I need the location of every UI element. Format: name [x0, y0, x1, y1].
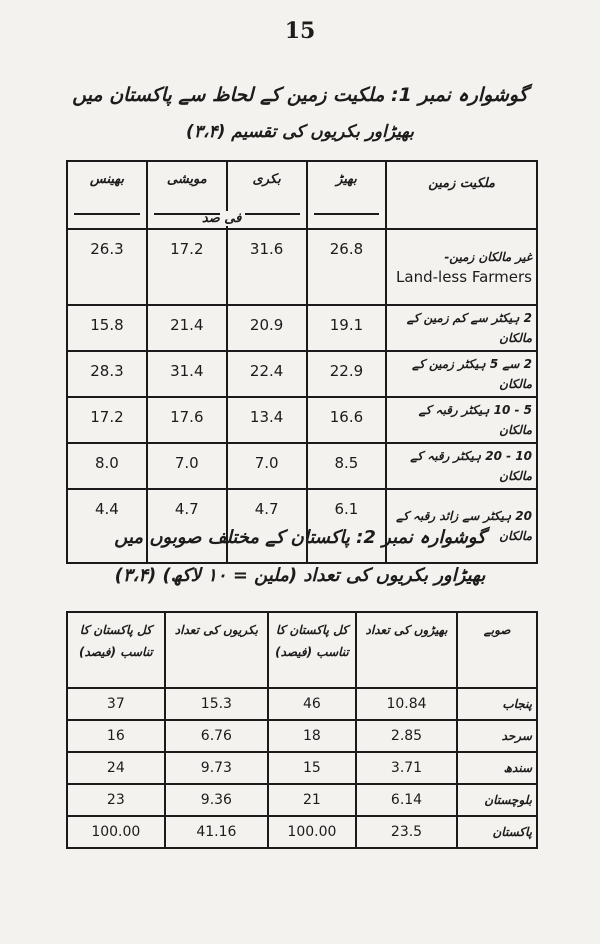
cell-sheep: 16.6 [307, 397, 387, 443]
cell-buffalo: 8.0 [67, 443, 147, 489]
cell-goats: 13.4 [227, 397, 307, 443]
cell-province: سرحد [457, 720, 537, 752]
header-sheep-share: کل پاکستان کا تناسب (فیصد) [268, 612, 356, 688]
unit-label: فی صد [198, 211, 245, 226]
row-label: 2 سے 5 ہیکٹر زمین کے مالکان [386, 351, 537, 397]
cell-goat-pct: 24 [67, 752, 165, 784]
table2-caption-line2: بھیڑاور بکریوں کی تعداد (ملین = ۱۰ لاکھ) (۳،۴) [114, 565, 486, 586]
table2-header-row [67, 612, 537, 688]
table-row [67, 229, 537, 305]
header-cattle: مویشی [147, 161, 227, 229]
cell-goat-count: 9.36 [165, 784, 268, 816]
table-row [67, 784, 537, 816]
header-buffalo: بھینس [67, 161, 147, 229]
cell-goats: 22.4 [227, 351, 307, 397]
row-label: 2 ہیکٹر سے کم زمین کے مالکان [386, 305, 537, 351]
province-livestock-table [66, 611, 538, 849]
header-goat-count: بکریوں کی تعداد [165, 612, 268, 688]
header-sheep-count: بھیڑوں کی تعداد [356, 612, 457, 688]
cell-buffalo: 26.3 [67, 229, 147, 305]
cell-goat-pct: 37 [67, 688, 165, 720]
cell-goat-count: 9.73 [165, 752, 268, 784]
cell-cattle: 17.6 [147, 397, 227, 443]
header-goat-share: کل پاکستان کا تناسب (فیصد) [67, 612, 165, 688]
cell-goat-count: 6.76 [165, 720, 268, 752]
cell-sheep-count: 23.5 [356, 816, 457, 848]
cell-province: پاکستان [457, 816, 537, 848]
cell-sheep: 19.1 [307, 305, 387, 351]
cell-goat-count: 15.3 [165, 688, 268, 720]
table-row [67, 305, 537, 351]
table1-header-row [67, 161, 537, 229]
cell-goats: 7.0 [227, 443, 307, 489]
table-row [67, 688, 537, 720]
table-row [67, 397, 537, 443]
cell-buffalo: 17.2 [67, 397, 147, 443]
cell-sheep: 6.1 [307, 489, 387, 563]
cell-goats: 31.6 [227, 229, 307, 305]
table-row [67, 489, 537, 563]
header-goats: بکری فی صد [227, 161, 307, 229]
row-label: 10 - 20 ہیکٹر رقبہ کے مالکان [386, 443, 537, 489]
cell-cattle: 31.4 [147, 351, 227, 397]
cell-buffalo: 28.3 [67, 351, 147, 397]
cell-sheep-pct: 15 [268, 752, 356, 784]
cell-province: پنجاب [457, 688, 537, 720]
row-label-en: Land-less Farmers [396, 268, 532, 286]
row-label: غیر مالکان زمین- Land-less Farmers [386, 229, 537, 305]
page-number: 15 [284, 18, 316, 44]
table-row-total [67, 816, 537, 848]
header-ownership: ملکیت زمین [386, 161, 537, 229]
cell-sheep: 26.8 [307, 229, 387, 305]
row-label: 5 - 10 ہیکٹر رقبہ کے مالکان [386, 397, 537, 443]
header-province: صوبے [457, 612, 537, 688]
cell-buffalo: 15.8 [67, 305, 147, 351]
cell-goat-pct: 16 [67, 720, 165, 752]
cell-cattle: 17.2 [147, 229, 227, 305]
table-row [67, 351, 537, 397]
cell-province: سندھ [457, 752, 537, 784]
cell-sheep-pct: 100.00 [268, 816, 356, 848]
cell-cattle: 4.7 [147, 489, 227, 563]
cell-goat-pct: 23 [67, 784, 165, 816]
cell-sheep: 22.9 [307, 351, 387, 397]
header-sheep: بھیڑ [307, 161, 387, 229]
table-row [67, 720, 537, 752]
cell-sheep-count: 6.14 [356, 784, 457, 816]
land-ownership-table [66, 160, 538, 564]
cell-sheep-count: 2.85 [356, 720, 457, 752]
cell-goats: 4.7 [227, 489, 307, 563]
cell-province: بلوچستان [457, 784, 537, 816]
cell-buffalo: 4.4 [67, 489, 147, 563]
cell-goat-count: 41.16 [165, 816, 268, 848]
cell-sheep-count: 3.71 [356, 752, 457, 784]
cell-cattle: 21.4 [147, 305, 227, 351]
table-row [67, 752, 537, 784]
table2-caption-line1: گوشوارہ نمبر 2: پاکستان کے مختلف صوبوں میں [114, 527, 486, 548]
cell-sheep-pct: 18 [268, 720, 356, 752]
cell-goat-pct: 100.00 [67, 816, 165, 848]
cell-sheep: 8.5 [307, 443, 387, 489]
cell-sheep-pct: 46 [268, 688, 356, 720]
table1-caption-line2: بھیڑاور بکریوں کی تقسیم (۳،۴) [186, 122, 414, 142]
row-label: 20 ہیکٹر سے زائد رقبہ کے مالکان [386, 489, 537, 563]
cell-cattle: 7.0 [147, 443, 227, 489]
cell-sheep-pct: 21 [268, 784, 356, 816]
table-row [67, 443, 537, 489]
cell-sheep-count: 10.84 [356, 688, 457, 720]
cell-goats: 20.9 [227, 305, 307, 351]
table1-caption-line1: گوشوارہ نمبر 1: ملکیت زمین کے لحاظ سے پاکستان میں [72, 84, 528, 106]
